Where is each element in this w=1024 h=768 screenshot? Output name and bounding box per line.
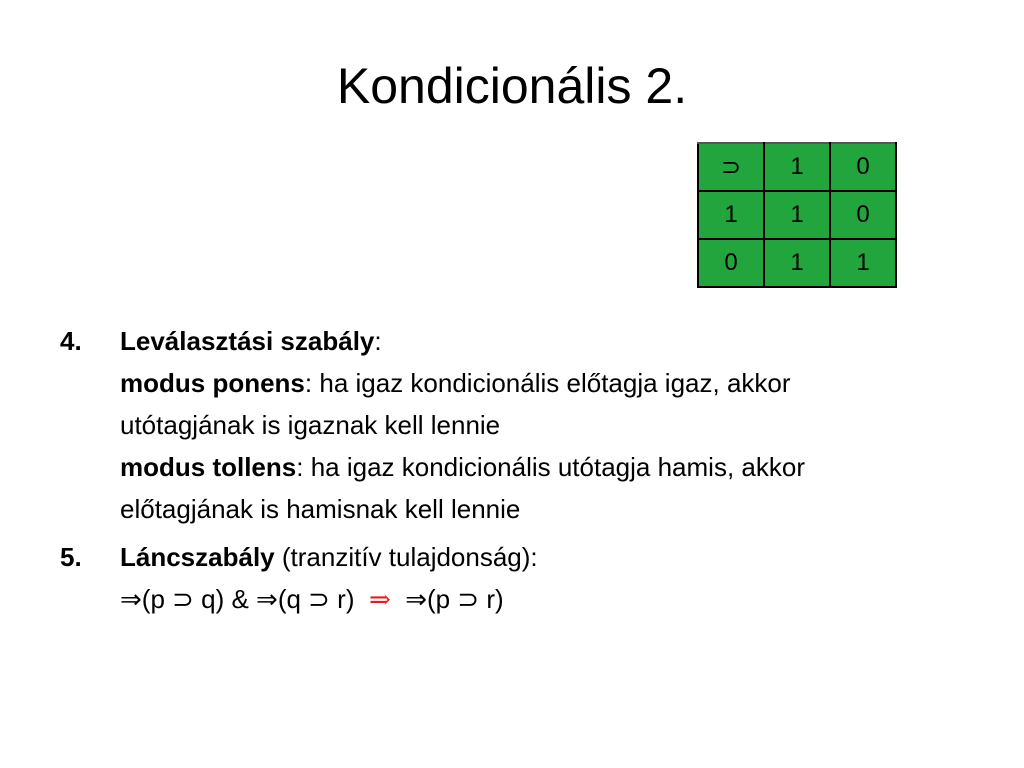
slide-content xyxy=(60,320,1000,627)
line-text: : ha igaz kondicionális utótagja hamis, akkor xyxy=(296,452,805,482)
item-heading-suffix: : xyxy=(374,326,382,356)
truth-table xyxy=(697,142,897,288)
list-item xyxy=(60,320,1000,530)
implies-arrow-icon: ⇒ xyxy=(368,585,391,615)
truth-table-header-cell: 1 xyxy=(764,143,830,191)
item-line xyxy=(120,488,1000,530)
list-item xyxy=(60,536,1000,621)
truth-table-header-cell: 0 xyxy=(830,143,896,191)
item-heading-line xyxy=(120,320,1000,362)
item-body xyxy=(120,320,1000,530)
term-bold: modus ponens xyxy=(120,368,305,398)
truth-table-cell: 1 xyxy=(830,239,896,287)
item-body xyxy=(120,536,1000,621)
line-text: : ha igaz kondicionális előtagja igaz, akkor xyxy=(304,368,791,398)
truth-table-operator-cell: ⊃ xyxy=(698,143,764,191)
truth-table-cell: 1 xyxy=(698,191,764,239)
slide-title: Kondicionális 2. xyxy=(336,58,688,114)
truth-table-row xyxy=(698,191,896,239)
truth-table-header-row xyxy=(698,143,896,191)
line-text: előtagjának is hamisnak kell lennie xyxy=(120,494,521,524)
formula-line xyxy=(120,578,1000,621)
item-line xyxy=(120,446,1000,488)
item-line xyxy=(120,404,1000,446)
truth-table-cell: 1 xyxy=(764,191,830,239)
item-number: 4. xyxy=(60,326,82,356)
item-heading-suffix: (tranzitív tulajdonság): xyxy=(274,542,538,572)
item-number: 5. xyxy=(60,542,82,572)
item-heading: Leválasztási szabály xyxy=(120,326,375,356)
item-line xyxy=(120,362,1000,404)
truth-table-cell: 1 xyxy=(764,239,830,287)
formula-premise: ⇒(p ⊃ q) & ⇒(q ⊃ r) xyxy=(120,584,355,614)
formula-conclusion: ⇒(p ⊃ r) xyxy=(405,584,504,614)
truth-table-cell: 0 xyxy=(830,191,896,239)
term-bold: modus tollens xyxy=(120,452,297,482)
item-heading-line xyxy=(120,536,1000,578)
item-heading: Láncszabály xyxy=(120,542,275,572)
line-text: utótagjának is igaznak kell lennie xyxy=(120,410,501,440)
truth-table-row xyxy=(698,239,896,287)
truth-table-cell: 0 xyxy=(698,239,764,287)
